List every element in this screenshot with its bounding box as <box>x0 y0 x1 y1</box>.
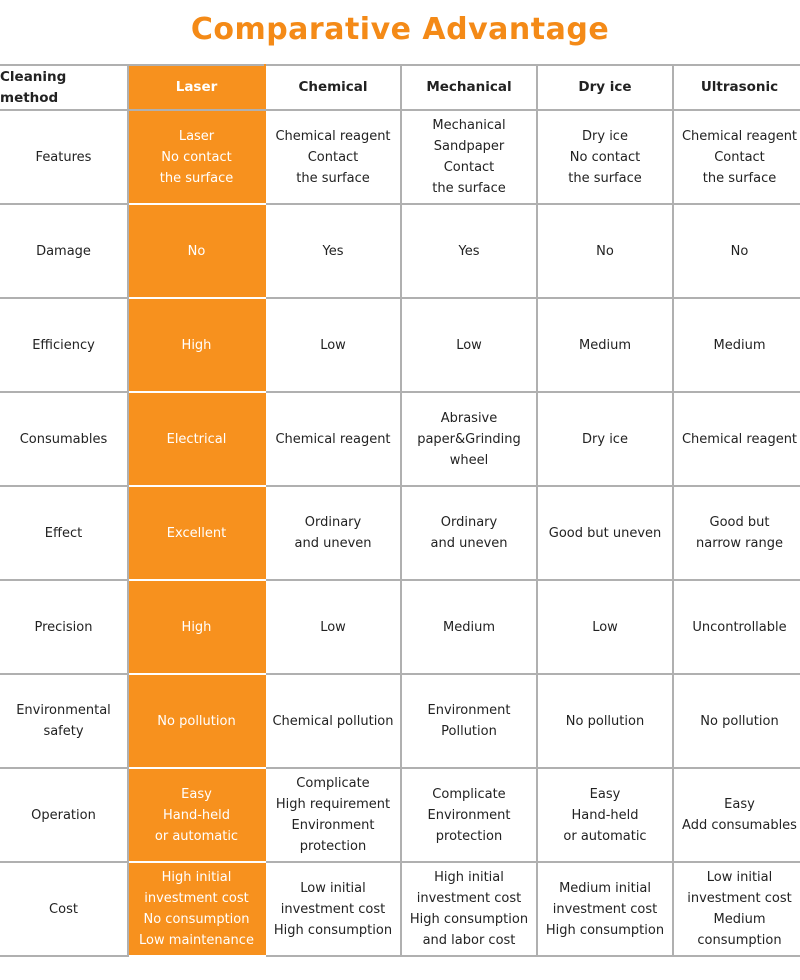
cell-line: Medium <box>579 337 631 353</box>
cell-line: investment cost <box>552 901 658 917</box>
cell-mechanical <box>401 580 537 674</box>
cell-line: No contact <box>569 149 641 165</box>
cell-line: or automatic <box>154 828 239 844</box>
cell-line: Sandpaper <box>433 139 505 154</box>
cell-line: No consumption <box>143 912 250 927</box>
cell-dry-ice <box>537 486 673 580</box>
cell-line: No <box>187 243 206 259</box>
cell-line: Low initial <box>706 870 773 885</box>
cell-line: Dry ice <box>582 431 628 447</box>
cell-laser <box>128 110 265 204</box>
cell-line: Pollution <box>441 724 497 739</box>
cell-line: Abrasive <box>440 410 498 426</box>
cell-line: or automatic <box>563 828 647 844</box>
cell-line: Uncontrollable <box>692 619 787 635</box>
cell-line: Contact <box>307 149 359 165</box>
cell-line: the surface <box>702 170 777 186</box>
header-chemical: Chemical <box>265 65 401 110</box>
header-mechanical: Mechanical <box>401 65 537 110</box>
row-label-line: Effect <box>44 525 83 541</box>
cell-ultrasonic <box>673 204 800 298</box>
cell-line: investment cost <box>687 891 792 906</box>
cell-ultrasonic <box>673 768 800 862</box>
comparison-table <box>0 64 800 957</box>
row-label <box>0 204 128 298</box>
cell-mechanical <box>401 768 537 862</box>
cell-line: Low initial <box>300 880 366 896</box>
cell-line: wheel <box>449 452 489 468</box>
cell-line: paper&Grinding <box>417 431 521 447</box>
cell-line: investment cost <box>144 891 249 906</box>
cell-line: Chemical reagent <box>275 128 391 144</box>
cell-dry-ice <box>537 674 673 768</box>
cell-mechanical <box>401 110 537 204</box>
cell-mechanical <box>401 204 537 298</box>
cell-line: Mechanical <box>432 118 506 133</box>
cell-laser <box>128 298 265 392</box>
cell-line: protection <box>435 828 503 844</box>
cell-chemical <box>265 204 401 298</box>
cell-line: Complicate <box>432 786 506 802</box>
cell-line: No <box>596 243 614 259</box>
cell-line: and uneven <box>294 536 372 551</box>
cell-line: the surface <box>296 170 370 186</box>
cell-line: investment cost <box>416 891 522 906</box>
cell-line: the surface <box>432 181 506 196</box>
header-dry-ice: Dry ice <box>537 65 673 110</box>
cell-line: Electrical <box>166 431 227 447</box>
cell-line: High consumption <box>545 922 665 938</box>
cell-chemical <box>265 768 401 862</box>
cell-line: Low <box>320 619 346 635</box>
cell-dry-ice <box>537 392 673 486</box>
table-row <box>0 298 800 392</box>
cell-ultrasonic <box>673 298 800 392</box>
table-row <box>0 768 800 862</box>
row-label-line: Precision <box>34 619 93 635</box>
cell-chemical <box>265 392 401 486</box>
cell-ultrasonic <box>673 674 800 768</box>
row-label-line: Cost <box>49 901 78 917</box>
row-label <box>0 768 128 862</box>
cell-line: Low maintenance <box>139 933 254 948</box>
row-label-line: safety <box>43 724 84 739</box>
cell-line: narrow range <box>696 536 783 551</box>
cell-line: Contact <box>714 149 765 165</box>
cell-line: High consumption <box>409 912 529 927</box>
cell-line: Easy <box>724 797 755 812</box>
cell-ultrasonic <box>673 862 800 956</box>
cell-laser <box>128 580 265 674</box>
header-ultrasonic: Ultrasonic <box>673 65 800 110</box>
table-row <box>0 204 800 298</box>
cell-line: Ordinary <box>304 515 362 530</box>
row-label <box>0 298 128 392</box>
cell-line: consumption <box>697 933 782 948</box>
cell-line: Low <box>592 619 618 635</box>
cell-line: Environment <box>291 818 375 833</box>
cell-line: Laser <box>178 128 215 144</box>
cell-line: protection <box>299 839 367 854</box>
cell-line: No contact <box>161 149 232 165</box>
cell-dry-ice <box>537 580 673 674</box>
cell-line: and labor cost <box>422 933 516 948</box>
cell-line: High initial <box>161 870 232 885</box>
cell-line: High consumption <box>273 922 393 938</box>
cell-laser <box>128 674 265 768</box>
cell-laser <box>128 768 265 862</box>
cell-line: Medium <box>713 912 766 927</box>
cell-line: the surface <box>568 170 642 186</box>
row-label <box>0 674 128 768</box>
cell-line: Environment <box>427 807 511 823</box>
row-label-line: Damage <box>36 243 91 259</box>
cell-ultrasonic <box>673 392 800 486</box>
table-body <box>0 110 800 956</box>
cell-line: Contact <box>443 160 495 175</box>
cell-line: High <box>181 619 212 635</box>
cell-chemical <box>265 862 401 956</box>
cell-dry-ice <box>537 862 673 956</box>
cell-chemical <box>265 486 401 580</box>
cell-line: Yes <box>322 243 344 259</box>
page-title: Comparative Advantage <box>190 12 610 47</box>
cell-line: Chemical reagent <box>681 431 798 447</box>
table-row <box>0 392 800 486</box>
row-label <box>0 486 128 580</box>
cell-line: the surface <box>159 170 234 186</box>
row-label <box>0 580 128 674</box>
cell-line: Environment <box>427 703 511 718</box>
table-row <box>0 862 800 956</box>
cell-mechanical <box>401 392 537 486</box>
table-row <box>0 674 800 768</box>
cell-mechanical <box>401 486 537 580</box>
cell-ultrasonic <box>673 486 800 580</box>
cell-line: High initial <box>434 870 504 885</box>
row-label-line: Environmental <box>16 703 111 718</box>
cell-line: Complicate <box>296 776 370 791</box>
cell-line: No pollution <box>565 713 645 729</box>
cell-line: Medium <box>443 619 495 635</box>
cell-chemical <box>265 580 401 674</box>
cell-line: Dry ice <box>582 128 628 144</box>
header-cleaning-method: Cleaning method <box>0 65 128 110</box>
cell-dry-ice <box>537 204 673 298</box>
cell-line: investment cost <box>280 901 386 917</box>
row-label <box>0 110 128 204</box>
cell-line: No <box>730 243 749 259</box>
cell-line: Yes <box>458 243 480 259</box>
row-label <box>0 392 128 486</box>
cell-laser <box>128 862 265 956</box>
cell-dry-ice <box>537 110 673 204</box>
table-row <box>0 110 800 204</box>
cell-line: Hand-held <box>571 807 639 823</box>
cell-line: Excellent <box>166 525 227 541</box>
cell-line: Easy <box>589 786 621 802</box>
row-label <box>0 862 128 956</box>
cell-line: Chemical pollution <box>272 713 394 729</box>
cell-ultrasonic <box>673 580 800 674</box>
cell-line: No pollution <box>700 713 779 729</box>
table-row <box>0 580 800 674</box>
cell-line: Chemical reagent <box>275 431 391 447</box>
cell-line: Medium <box>713 337 766 353</box>
cell-laser <box>128 486 265 580</box>
header-row <box>0 65 800 110</box>
cell-dry-ice <box>537 298 673 392</box>
cell-ultrasonic <box>673 110 800 204</box>
cell-line: No pollution <box>157 713 236 729</box>
cell-line: Low <box>320 337 346 353</box>
cell-dry-ice <box>537 768 673 862</box>
cell-line: Good but uneven <box>548 525 662 541</box>
cell-line: High requirement <box>275 797 391 812</box>
cell-line: Low <box>456 337 482 353</box>
cell-line: Medium initial <box>559 880 651 896</box>
cell-mechanical <box>401 298 537 392</box>
cell-line: Easy <box>181 786 212 802</box>
cell-line: Hand-held <box>162 807 231 823</box>
cell-chemical <box>265 110 401 204</box>
row-label-line: Consumables <box>19 431 108 447</box>
table-row <box>0 486 800 580</box>
row-label-line: Efficiency <box>32 337 95 353</box>
cell-line: Ordinary <box>440 515 498 530</box>
cell-line: Chemical reagent <box>681 128 798 144</box>
cell-line: Good but <box>709 515 770 530</box>
cell-mechanical <box>401 862 537 956</box>
cell-mechanical <box>401 674 537 768</box>
cell-laser <box>128 392 265 486</box>
cell-laser <box>128 204 265 298</box>
cell-chemical <box>265 674 401 768</box>
row-label-line: Operation <box>31 807 96 823</box>
cell-line: Add consumables <box>682 818 797 833</box>
row-label-line: Features <box>35 149 92 165</box>
cell-line: and uneven <box>430 536 508 551</box>
cell-line: High <box>181 337 212 353</box>
cell-chemical <box>265 298 401 392</box>
header-laser: Laser <box>128 65 265 110</box>
